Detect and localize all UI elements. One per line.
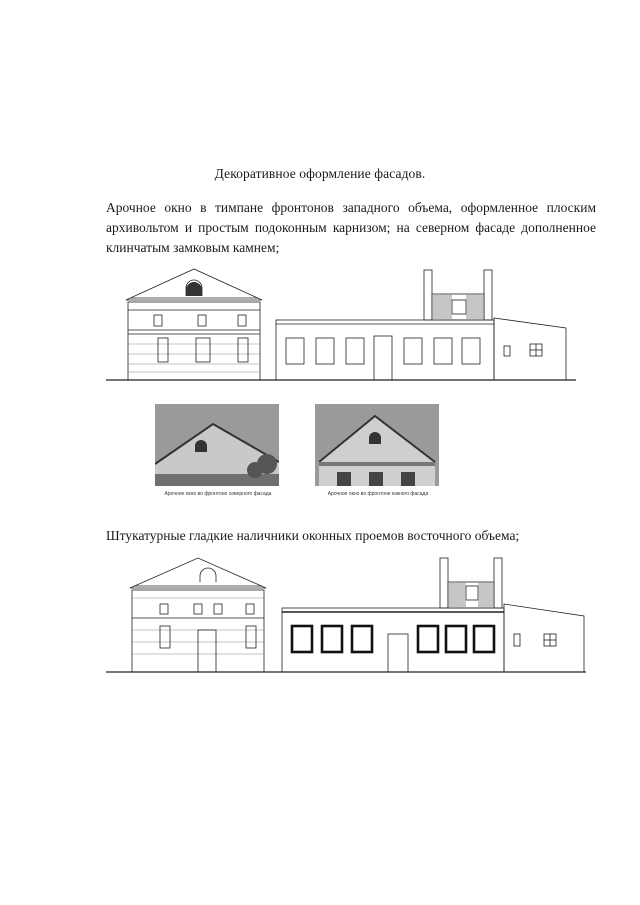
page-title: Декоративное оформление фасадов. <box>214 166 426 181</box>
photo-south-pediment <box>315 404 439 486</box>
paragraph-arched-window: Арочное окно в тимпане фронтонов западного объема, оформленное плоским архивольтом и простым подоконным карнизом; на северном фасаде дополненное клинчатым замковым камнем; <box>106 200 596 255</box>
paragraph-window-surrounds: Штукатурные гладкие наличники оконных проемов восточного объема; <box>106 528 520 543</box>
facade-elevation-drawing-1 <box>106 262 576 386</box>
photo-caption-north: Арочное окно во фронтоне северного фасада <box>164 491 272 497</box>
facade-elevation-drawing-2 <box>106 552 586 676</box>
photo-caption-south: Арочное окно во фронтоне южного фасада <box>327 491 429 497</box>
photo-north-pediment <box>155 404 279 486</box>
